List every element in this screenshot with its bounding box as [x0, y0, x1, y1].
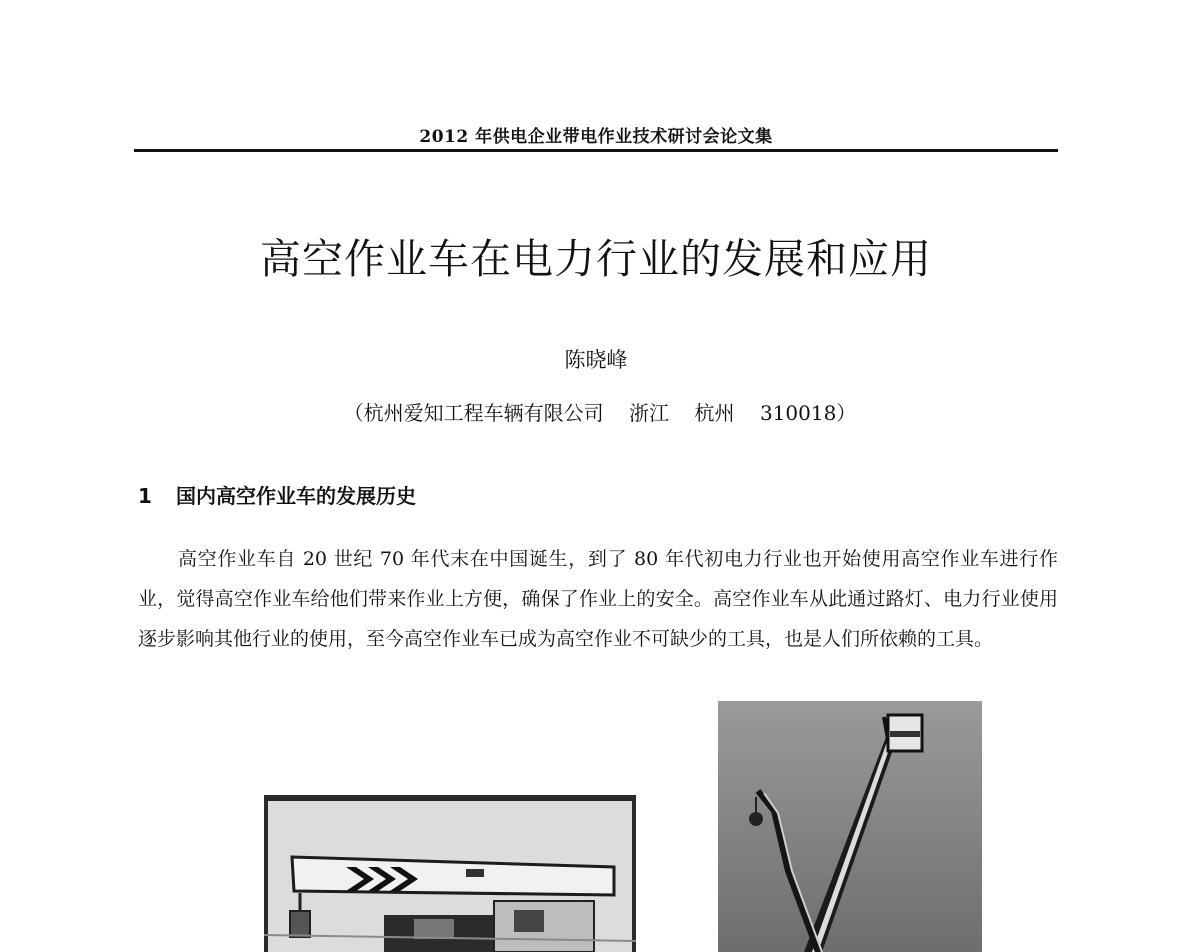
- crane-truck-photo: [264, 795, 636, 952]
- running-header: 2012 年供电企业带电作业技术研讨会论文集: [419, 127, 773, 147]
- section-number: 1: [138, 484, 152, 508]
- article-title: 高空作业车在电力行业的发展和应用: [260, 235, 932, 283]
- section-heading: [138, 480, 416, 509]
- header-rule: [134, 149, 1058, 152]
- author-affiliation: （杭州爱知工程车辆有限公司 浙江 杭州 310018）: [343, 401, 857, 425]
- aerial-work-platform-photo: [718, 701, 982, 952]
- body-paragraph: 高空作业车自 20 世纪 70 年代末在中国诞生，到了 80 年代初电力行业也开始使用高空作业车进行作业，觉得高空作业车给他们带来作业上方便，确保了作业上的安全。高空作业车从此通过路灯、电力行业使用逐步影响其他行业的使用，至今高空作业车已成为高空作业不可缺少的工具，也是人们所依赖的工具。: [138, 548, 1058, 650]
- author-name: 陈晓峰: [564, 348, 628, 372]
- section-title: 国内高空作业车的发展历史: [176, 484, 416, 508]
